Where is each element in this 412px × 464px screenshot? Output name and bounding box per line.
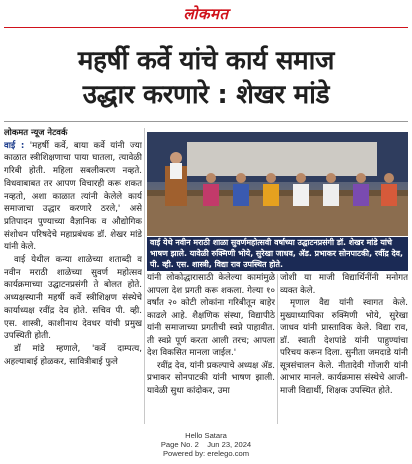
headline-line-2: उद्धार करणारे : शेखर मांडे bbox=[82, 80, 330, 110]
column-divider bbox=[277, 274, 278, 424]
article-paragraph: जोशी या माजी विद्यार्थिनींनी मनोगत व्यक्त केले. bbox=[280, 273, 408, 296]
article-paragraph: डॉ मांडे म्हणाले, 'कर्वे दाम्पत्य, अहल्याबाई होळकर, सावित्रीबाई फुले bbox=[4, 343, 142, 367]
article-paragraph: वाई : 'महर्षी कर्वे, बाया कर्वे यांनी ज्या काळात स्त्रीशिक्षणाचा पाया घातला, त्यावेळी गरिबी होती. महिला सबलीकरण नव्हते. विधवाबाबत तर आपण विचारही करू शकत नव्हतो, अशा काळात त्यांनी केलेले कार्य समाजाचा उद्धार करणारे ठरले,' असे प्रतिपादन पुण्याच्या वैज्ञानिक व औद्योगिक संशोधन परिषदेचे महाप्रबंधक डॉ. शेखर मांडे यांनी केले. bbox=[4, 140, 142, 253]
byline: लोकमत न्यूज नेटवर्क bbox=[4, 127, 68, 137]
article-paragraph: मृणाल वैद्य यांनी स्वागत केले. मुख्याध्यापिका रुक्मिणी भोये, सुरेखा जाधव यांनी प्रास्ताविक केले. विद्या राव, डॉ. स्वाती देशपांडे यांनी पाहुण्यांचा परिचय करून दिला. सुनीता जमदाडे यांनी सूत्रसंचालन केले. नीतादेवी गोंजारी यांनी आभार मानले. कार्यक्रमास संस्थेचे आजी-माजी विद्यार्थी, शिक्षक उपस्थित होते. bbox=[280, 298, 408, 396]
photo-caption: वाई येथे नवीन मराठी शाळा सुवर्णमहोत्सवी वर्षाच्या उद्घाटनप्रसंगी डॉ. शेखर मांडे यांचे भाषण झाले. यावेळी रुक्मिणी भोये, सुरेखा जाधव, ॲड. प्रभाकर सोनपाटकी, रवींद्र देव, पी. व्ही. एस. शास्त्री, विद्या राव उपस्थित होते. bbox=[147, 237, 408, 271]
column-divider bbox=[144, 128, 145, 424]
masthead bbox=[0, 4, 412, 24]
article-column-middle bbox=[147, 272, 275, 426]
article-column-right bbox=[280, 272, 408, 426]
article-paragraph: वाई येथील कन्या शाळेच्या शताब्दी व नवीन मराठी शाळेच्या सुवर्ण महोत्सव कार्यक्रमाच्या उद्घाटनप्रसंगी ते बोलत होते. अध्यक्षस्थानी महर्षी कर्वे स्त्रीशिक्षण संस्थेचे कार्याध्यक्ष रवींद्र देव होते. सचिव पी. व्ही. एस. शास्त्री, काशीनाथ देवधर यांची प्रमुख उपस्थिती होती. bbox=[4, 255, 142, 342]
page-footer bbox=[0, 431, 412, 458]
headline-rule bbox=[4, 121, 408, 122]
dateline: वाई : bbox=[4, 140, 25, 151]
newspaper-logo: लोकमत bbox=[183, 5, 229, 23]
edition-name: Hello Satara bbox=[185, 431, 227, 440]
headline bbox=[4, 44, 408, 112]
page-and-date: Page No. 2 Jun 23, 2024 bbox=[160, 440, 252, 449]
article-paragraph: यांनी लोकोद्धारासाठी केलेल्या कामांमुळे आपला देश प्रगती करू शकला. गेल्या १० वर्षांत २० कोटी लोकांना गरिबीतून बाहेर काढले आहे. शैक्षणिक संस्था, विद्यापीठे यांनी समाजाच्या प्रगतीची स्वप्ने पाहावीत. ती स्वप्ने पूर्ण करता आली तरच; आपला देश विकसित मानला जाईल.' bbox=[147, 273, 275, 358]
article-column-left bbox=[4, 126, 142, 426]
article-paragraph: रवींद्र देव, यांनी प्रकल्पाचे अध्यक्ष ॲड. प्रभाकर सोनपाटकी यांनी भाषण झाली. यावेळी सुधा कांदोकर, उमा bbox=[147, 360, 275, 396]
masthead-rule bbox=[4, 27, 408, 28]
headline-line-1: महर्षी कर्वे यांचे कार्य समाज bbox=[77, 46, 335, 76]
event-photo bbox=[147, 132, 408, 236]
stage-scene-illustration bbox=[147, 132, 408, 236]
powered-by: Powered by: erelego.com bbox=[162, 449, 250, 458]
